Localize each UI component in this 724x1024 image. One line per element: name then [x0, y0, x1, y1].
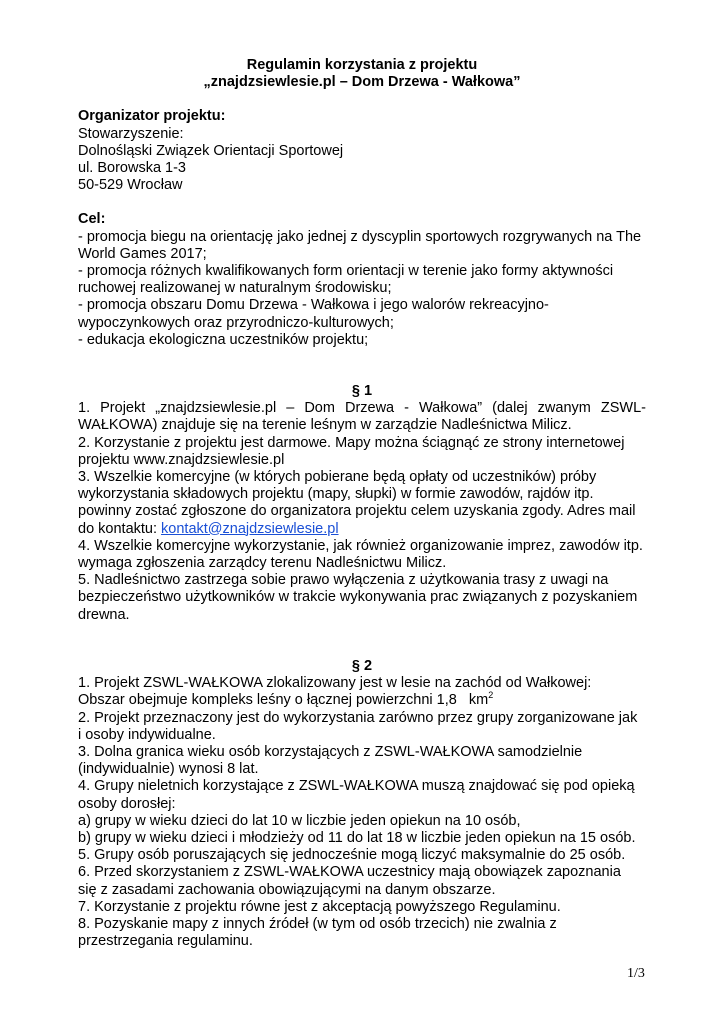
section-1-line: powinny zostać zgłoszone do organizatora projektu celem uzyskania zgody. Adres mail [78, 503, 636, 520]
title-line-1: Regulamin korzystania z projektu [246, 57, 478, 73]
section-2-line: i osoby indywidualne. [78, 726, 216, 743]
organizer-heading: Organizator projektu: [78, 108, 226, 125]
goal-line: - promocja biegu na orientację jako jednej z dyscyplin sportowych rozgrywanych na The [78, 228, 642, 245]
document-page [78, 57, 646, 950]
section-2-line: b) grupy w wieku dzieci i młodzieży od 11 do lat 18 w liczbie jeden opiekun na 15 osób. [78, 829, 636, 846]
contact-label: do kontaktu: [78, 520, 162, 537]
section-2-heading: § 2 [351, 657, 373, 674]
goal-line: wypoczynkowych oraz przyrodniczo-kulturowych; [78, 314, 394, 331]
section-1-line: WAŁKOWA) znajduje się na terenie leśnym w zarządzie Nadleśnictwa Milicz. [78, 417, 572, 434]
section-1-line: 3. Wszelkie komercyjne (w których pobierane będą opłaty od uczestników) próby [78, 469, 597, 486]
section-1-line: wykorzystania składowych projektu (mapy, słupki) w formie zawodów, rajdów itp. [78, 486, 594, 503]
contact-line [78, 521, 646, 538]
section-2-line: a) grupy w wieku dzieci do lat 10 w liczbie jeden opiekun na 10 osób, [78, 812, 521, 829]
organizer-block [78, 108, 646, 194]
document-title [78, 57, 646, 91]
section-2-line: (indywidualnie) wynosi 8 lat. [78, 761, 259, 778]
section-2-line: 8. Pozyskanie mapy z innych źródeł (w tym od osób trzecich) nie zwalnia z [78, 915, 557, 932]
area-exponent: 2 [488, 690, 494, 701]
section-2-line: 1. Projekt ZSWL-WAŁKOWA zlokalizowany jest w lesie na zachód od Wałkowej: [78, 675, 592, 692]
area-text: Obszar obejmuje kompleks leśny o łącznej powierzchni 1,8 km [78, 692, 489, 709]
section-2-line: 7. Korzystanie z projektu równe jest z akceptacją powyższego Regulaminu. [78, 898, 561, 915]
section-1-line: bezpieczeństwo użytkowników w trakcie wykonywania prac związanych z pozyskaniem [78, 589, 638, 606]
section-1-line: projektu www.znajdzsiewlesie.pl [78, 451, 285, 468]
section-1-line: 4. Wszelkie komercyjne wykorzystanie, jak również organizowanie imprez, zawodów itp. [78, 537, 643, 554]
section-1-line: drewna. [78, 606, 130, 623]
section-1-line: 1. Projekt „znajdzsiewlesie.pl – Dom Drzewa - Wałkowa” (dalej zwanym ZSWL- [78, 400, 646, 417]
section-2-line: przestrzegania regulaminu. [78, 933, 253, 950]
organizer-line: ul. Borowska 1-3 [78, 160, 186, 177]
section-1-line: wymaga zgłoszenia zarządcy terenu Nadleśnictwu Milicz. [78, 555, 447, 572]
section-1-line: 5. Nadleśnictwo zastrzega sobie prawo wyłączenia z użytkowania trasy z uwagi na [78, 572, 609, 589]
contact-email-link[interactable]: kontakt@znajdzsiewlesie.pl [161, 520, 339, 537]
title-line-2: „znajdzsiewlesie.pl – Dom Drzewa - Wałkowa” [203, 74, 521, 91]
section-2-line: 2. Projekt przeznaczony jest do wykorzystania zarówno przez grupy zorganizowane jak [78, 709, 638, 726]
section-1 [78, 383, 646, 624]
section-2-line: 3. Dolna granica wieku osób korzystających z ZSWL-WAŁKOWA samodzielnie [78, 743, 583, 760]
section-1-line: 2. Korzystanie z projektu jest darmowe. Mapy można ściągnąć ze strony internetowej [78, 434, 625, 451]
section-2-line: 6. Przed skorzystaniem z ZSWL-WAŁKOWA uczestnicy mają obowiązek zapoznania [78, 864, 621, 881]
section-2-line: osoby dorosłej: [78, 795, 176, 812]
page-number: 1/3 [627, 966, 645, 981]
goal-line: World Games 2017; [78, 245, 207, 262]
organizer-line: 50-529 Wrocław [78, 177, 183, 194]
section-1-heading: § 1 [351, 383, 373, 400]
section-2-line: się z zasadami zachowania obowiązującymi na danym obszarze. [78, 881, 496, 898]
area-line [78, 692, 646, 709]
organizer-line: Stowarzyszenie: [78, 125, 184, 142]
goal-heading: Cel: [78, 211, 106, 228]
goal-line: - promocja obszaru Domu Drzewa - Wałkowa i jego walorów rekreacyjno- [78, 297, 549, 314]
section-2-line: 5. Grupy osób poruszających się jednocześnie mogą liczyć maksymalnie do 25 osób. [78, 847, 626, 864]
goal-line: - promocja różnych kwalifikowanych form orientacji w terenie jako formy aktywności [78, 263, 614, 280]
section-2 [78, 658, 646, 950]
goal-line: - edukacja ekologiczna uczestników projektu; [78, 331, 369, 348]
section-2-line: 4. Grupy nieletnich korzystające z ZSWL-WAŁKOWA muszą znajdować się pod opieką [78, 778, 635, 795]
goal-line: ruchowej realizowanej w naturalnym środowisku; [78, 280, 392, 297]
organizer-line: Dolnośląski Związek Orientacji Sportowej [78, 142, 344, 159]
goal-block [78, 211, 646, 349]
